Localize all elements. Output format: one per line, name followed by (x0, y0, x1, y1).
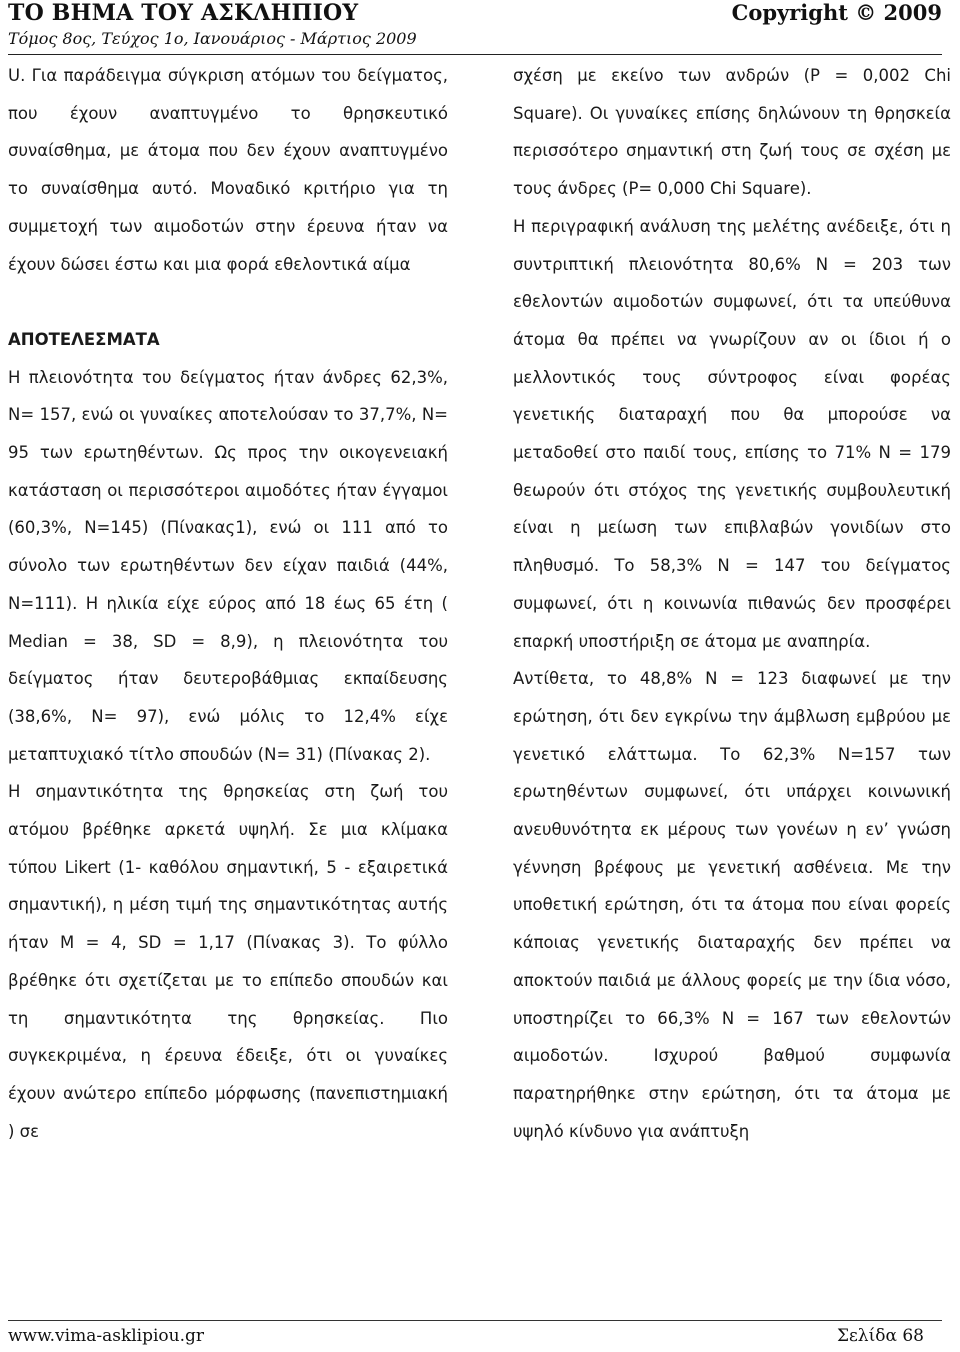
body-paragraph: Η περιγραφική ανάλυση της μελέτης ανέδειξε, ότι η συντριπτική πλειονότητα 80,6% Ν = 203 των εθελοντών αιμοδοτών συμφωνεί, ότι τα υπεύθυνα άτομα θα πρέπει να γνωρίζουν αν οι ίδιοι ή ο μελλοντικός τους σύντροφος είναι φορέας γενετικής διαταραχή που θα μπορούσε να μεταδοθεί στο παιδί τους, επίσης το 71% Ν = 179 θεωρούν ότι στόχος της γενετικής συμβουλευτική είναι η μείωση των επιβλαβών γονιδίων στο πληθυσμό. Το 58,3% Ν = 147 του δείγματος συμφωνεί, ότι η κοινωνία πιθανώς δεν προσφέρει επαρκή υποστήριξη σε άτομα με αναπηρία. (513, 216, 951, 651)
section-heading-results: ΑΠΟΤΕΛΕΣΜΑΤΑ (8, 329, 160, 349)
issue-info: Τόμος 8ος, Τεύχος 1ο, Ιανουάριος - Μάρτιος 2009 (8, 29, 417, 48)
header-divider (8, 54, 942, 55)
left-column (8, 57, 448, 1150)
body-paragraph: U. Για παράδειγμα σύγκριση ατόμων του δείγματος, που έχουν αναπτυγμένο το θρησκευτικό συναίσθημα, με άτομα που δεν έχουν αναπτυγμένο το συναίσθημα αυτό. Μοναδικό κριτήριο για τη συμμετοχή των αιμοδοτών στην έρευνα ήταν να έχουν δώσει έστω και μια φορά εθελοντικά αίμα (8, 66, 448, 274)
page-header (8, 0, 942, 54)
body-paragraph: Η σημαντικότητα της θρησκείας στη ζωή του ατόμου βρέθηκε αρκετά υψηλή. Σε μια κλίμακα τύπου Likert (1- καθόλου σημαντική, 5 - εξαιρετικά σημαντική), η μέση τιμή της σημαντικότητας αυτής ήταν Μ = 4, SD = 1,17 (Πίνακας 3). Το φύλλο βρέθηκε ότι σχετίζεται με το επίπεδο σπουδών και τη σημαντικότητα της θρησκείας. Πιο συγκεκριμένα, η έρευνα έδειξε, ότι οι γυναίκες έχουν ανώτερο επίπεδο μόρφωσης (πανεπιστημιακή ) σε (8, 782, 448, 1141)
body-paragraph: Η πλειονότητα του δείγματος ήταν άνδρες 62,3%, Ν= 157, ενώ οι γυναίκες αποτελούσαν το 37,7%, Ν= 95 των ερωτηθέντων. Ως προς την οικογενειακή κατάσταση οι περισσότεροι αιμοδότες ήταν έγγαμοι (60,3%, Ν=145) (Πίνακας1), ενώ οι 111 από το σύνολο των ερωτηθέντων δεν είχαν παιδιά (44%, Ν=111). Η ηλικία είχε εύρος από 18 έως 65 έτη ( Median = 38, SD = 8,9), η πλειονότητα του δείγματος ήταν δευτεροβάθμιας εκπαίδευσης (38,6%, Ν= 97), ενώ μόλις το 12,4% είχε μεταπτυχιακό τίτλο σπουδών (Ν= 31) (Πίνακας 2). (8, 367, 448, 764)
body-paragraph: Αντίθετα, το 48,8% Ν = 123 διαφωνεί με την ερώτηση, ότι δεν εγκρίνω την άμβλωση εμβρύου με γενετικό ελάττωμα. Το 62,3% Ν=157 των ερωτηθέντων συμφωνεί, ότι υπάρχει κοινωνική ανευθυνότητα εκ μέρους των γονέων η εν’ γνώση γέννηση βρέφους με γενετική ασθένεια. Με την υποθετική ερώτηση, ότι τα άτομα που είναι φορείς κάποιας γενετικής διαταραχής δεν πρέπει να αποκτούν παιδιά με άλλους φορείς με την ίδια νόσο, υποστηρίζει το 66,3% Ν = 167 των εθελοντών αιμοδοτών. Ισχυρού βαθμού συμφωνία παρατηρήθηκε στην ερώτηση, ότι τα άτομα με υψηλό κίνδυνο για ανάπτυξη (513, 669, 951, 1141)
right-column (513, 57, 951, 1150)
footer-divider (8, 1320, 942, 1321)
page-number: Σελίδα 68 (836, 1326, 924, 1346)
website-link[interactable]: www.vima-asklipiou.gr (8, 1326, 205, 1346)
copyright-notice: Copyright © 2009 (731, 0, 942, 25)
body-paragraph: σχέση με εκείνο των ανδρών (P = 0,002 Chi Square). Οι γυναίκες επίσης δηλώνουν τη θρησκεία περισσότερο σημαντική στη ζωή τους σε σχέση με τους άνδρες (P= 0,000 Chi Square). (513, 66, 951, 199)
spacer (8, 283, 448, 321)
journal-title: ΤΟ ΒΗΜΑ ΤΟΥ ΑΣΚΛΗΠΙΟΥ (8, 0, 359, 26)
